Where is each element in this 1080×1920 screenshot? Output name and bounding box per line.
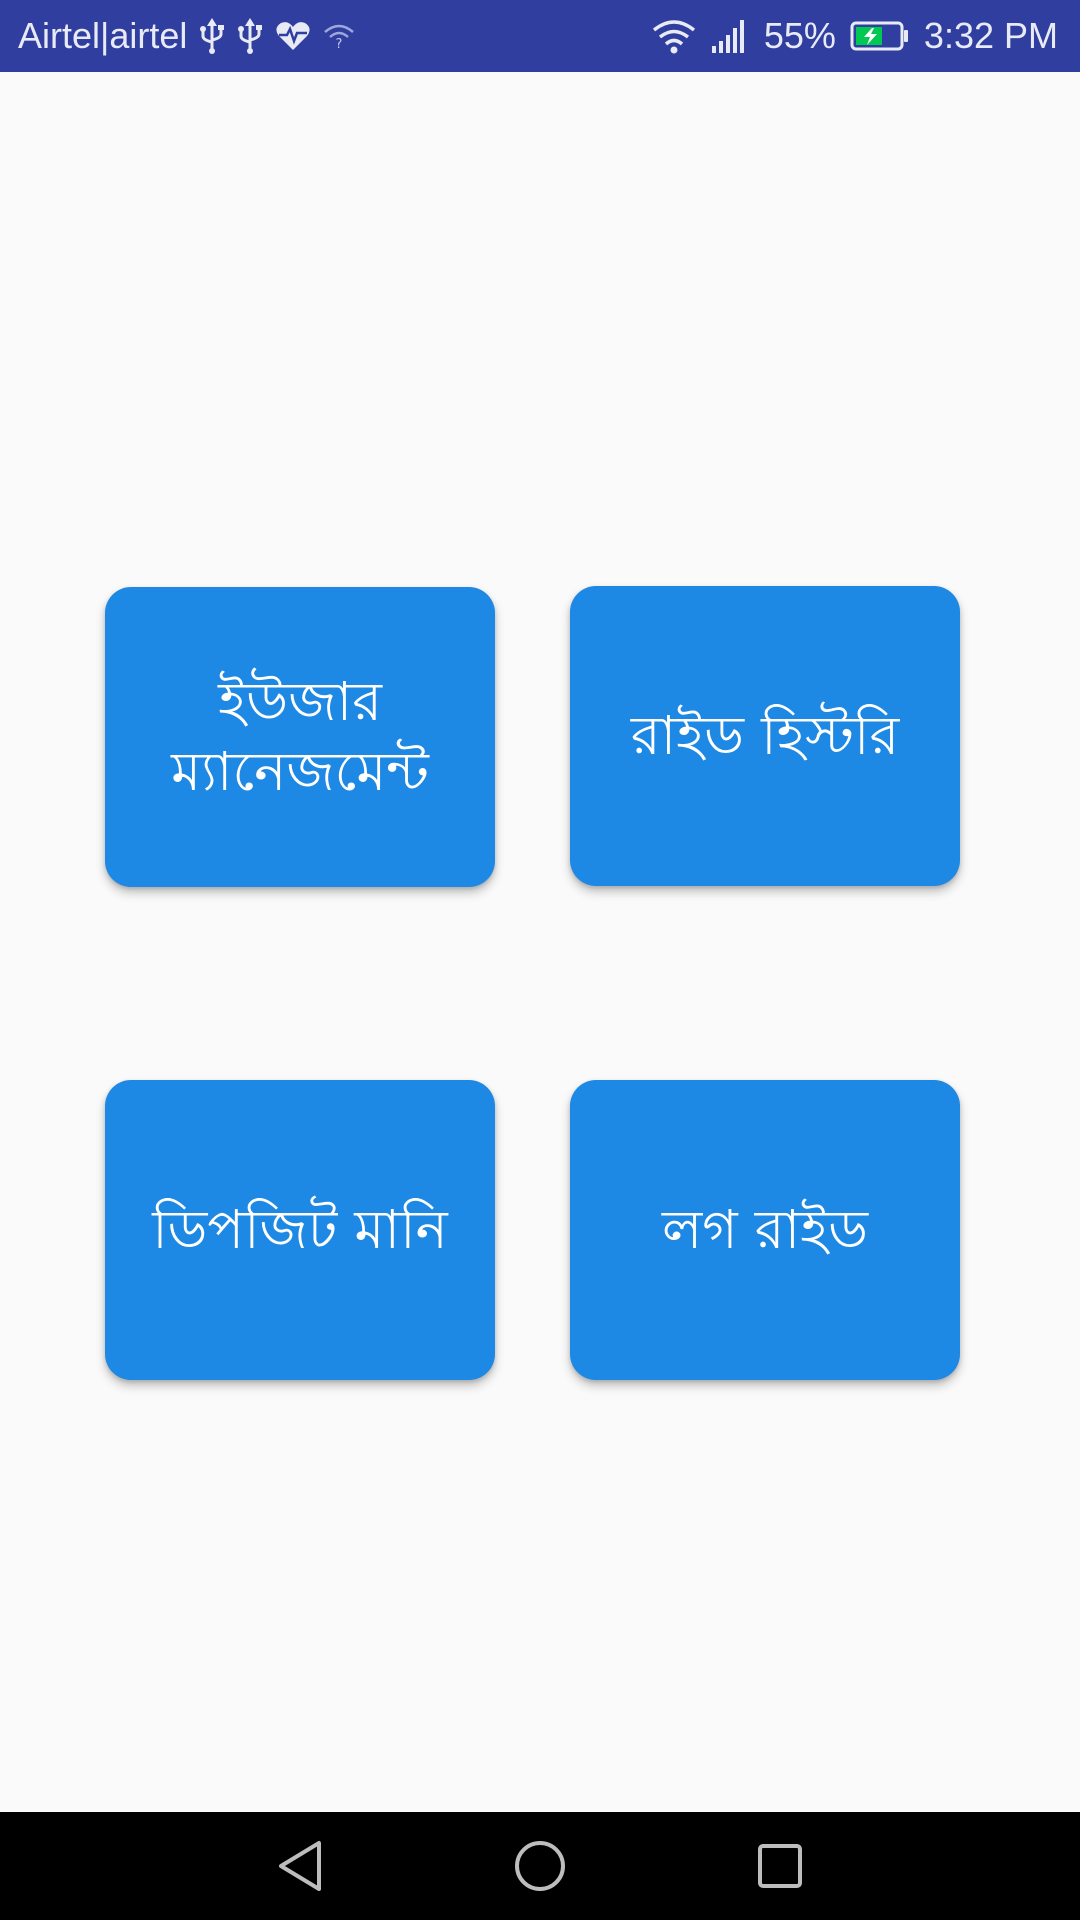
status-bar [0, 0, 1080, 72]
usb-icon [237, 18, 263, 54]
battery-charging-icon [850, 20, 910, 52]
home-icon [513, 1839, 567, 1893]
user-management-label: ইউজার ম্যানেজমেন্ট [171, 670, 429, 803]
wifi-icon [652, 18, 696, 54]
health-icon [275, 20, 311, 52]
ride-history-button[interactable] [570, 586, 960, 886]
deposit-money-label: ডিপজিট মানি [152, 1198, 448, 1261]
recents-icon [755, 1841, 805, 1891]
wifi-question-icon [323, 22, 355, 50]
back-button[interactable] [240, 1812, 360, 1920]
signal-icon [710, 18, 750, 54]
ride-history-label: রাইড হিস্টরি [630, 704, 900, 767]
log-ride-button[interactable] [570, 1080, 960, 1380]
home-menu [0, 72, 1080, 1812]
svg-text:?: ? [335, 37, 343, 50]
carrier-label: Airtel|airtel [18, 15, 188, 56]
user-management-button[interactable] [105, 587, 495, 887]
status-left [18, 0, 355, 72]
deposit-money-button[interactable] [105, 1080, 495, 1380]
navigation-bar [0, 1812, 1080, 1920]
status-right [652, 0, 1058, 72]
home-button[interactable] [480, 1812, 600, 1920]
recents-button[interactable] [720, 1812, 840, 1920]
battery-percent: 55% [763, 15, 836, 56]
back-icon [275, 1839, 325, 1893]
usb-icon [199, 18, 225, 54]
log-ride-label: লগ রাইড [662, 1198, 868, 1261]
clock: 3:32 PM [923, 15, 1058, 56]
